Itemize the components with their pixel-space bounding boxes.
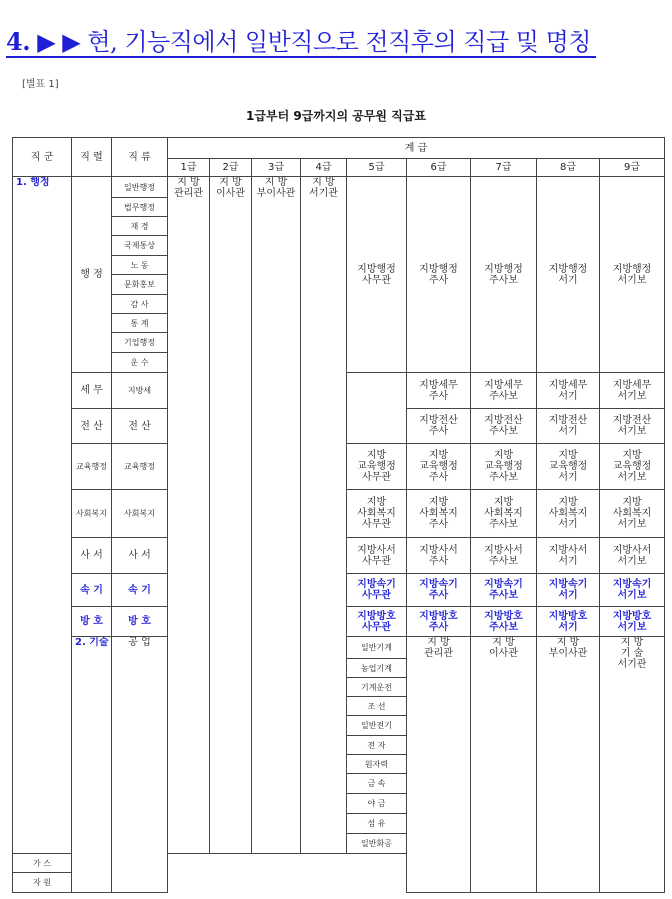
group-tech: 2. 기술 xyxy=(72,637,112,893)
heading-text: 현, 기능직에서 일반직으로 전직후의 직급 및 명칭 xyxy=(87,28,591,56)
title-welfare: 지방 사회복지 주사보 xyxy=(471,490,537,538)
title-admin: 지방행정 주사보 xyxy=(471,177,537,373)
table-row xyxy=(13,177,665,198)
title-steno: 지방속기 서기보 xyxy=(600,574,665,607)
grade-table xyxy=(12,137,665,893)
field-steno: 속 기 xyxy=(112,574,168,607)
field-welfare: 사회복지 xyxy=(112,490,168,538)
field-guard: 방 호 xyxy=(112,607,168,637)
play-arrows-icon: ▶ ▶ xyxy=(37,28,81,56)
header-grade-6: 6급 xyxy=(407,159,471,177)
title-upper-2: 지 방 이사관 xyxy=(210,177,252,854)
series-comp: 전 산 xyxy=(72,409,112,444)
header-grade-5: 5급 xyxy=(347,159,407,177)
field-industry: 금 속 xyxy=(347,774,407,794)
field-industry: 원자력 xyxy=(347,755,407,774)
header-grade-9: 9급 xyxy=(600,159,665,177)
field-admin: 기업행정 xyxy=(112,333,168,353)
title-upper-1: 지 방 관리관 xyxy=(168,177,210,854)
title-librarian: 지방사서 서기보 xyxy=(600,538,665,574)
field-industry: 기계운전 xyxy=(347,678,407,697)
title-admin: 지방행정 서기 xyxy=(537,177,600,373)
title-admin: 지방행정 서기보 xyxy=(600,177,665,373)
field-industry: 조 선 xyxy=(347,697,407,716)
empty-cell xyxy=(347,373,407,409)
title-comp: 지방전산 서기 xyxy=(537,409,600,444)
title-guard: 지방방호 주사보 xyxy=(471,607,537,637)
title-upper-tech-3: 지 방 부이사관 xyxy=(537,637,600,893)
title-upper-3: 지 방 부이사관 xyxy=(252,177,301,854)
field-industry: 일반화공 xyxy=(347,834,407,854)
title-admin: 지방행정 사무관 xyxy=(347,177,407,373)
series-industry: 공 업 xyxy=(112,637,168,893)
field-industry: 전 자 xyxy=(347,736,407,755)
title-librarian: 지방사서 주사 xyxy=(407,538,471,574)
field-admin: 법무행정 xyxy=(112,198,168,217)
title-upper-tech-2: 지 방 이사관 xyxy=(471,637,537,893)
title-steno: 지방속기 주사보 xyxy=(471,574,537,607)
header-grade-7: 7급 xyxy=(471,159,537,177)
title-edu: 지방 교육행정 서기보 xyxy=(600,444,665,490)
header-field: 직 류 xyxy=(112,138,168,177)
title-welfare: 지방 사회복지 주사 xyxy=(407,490,471,538)
series-edu: 교육행정 xyxy=(72,444,112,490)
header-group: 직 군 xyxy=(13,138,72,177)
title-comp: 지방전산 주사보 xyxy=(471,409,537,444)
header-grade-8: 8급 xyxy=(537,159,600,177)
header-grade: 계 급 xyxy=(168,138,665,159)
field-admin: 국제통상 xyxy=(112,236,168,256)
title-steno: 지방속기 서기 xyxy=(537,574,600,607)
series-welfare: 사회복지 xyxy=(72,490,112,538)
header-series: 직 렬 xyxy=(72,138,112,177)
title-welfare: 지방 사회복지 사무관 xyxy=(347,490,407,538)
heading-number: 4. xyxy=(6,27,31,56)
field-admin: 일반행정 xyxy=(112,177,168,198)
series-guard: 방 호 xyxy=(72,607,112,637)
title-edu: 지방 교육행정 주사보 xyxy=(471,444,537,490)
title-librarian: 지방사서 주사보 xyxy=(471,538,537,574)
title-comp: 지방전산 주사 xyxy=(407,409,471,444)
title-upper-tech-1: 지 방 관리관 xyxy=(407,637,471,893)
series-steno: 속 기 xyxy=(72,574,112,607)
group-admin: 1. 행정 xyxy=(13,177,72,854)
field-industry: 야 금 xyxy=(347,794,407,814)
field-industry: 섬 유 xyxy=(347,814,407,834)
table-row xyxy=(13,138,665,159)
title-welfare: 지방 사회복지 서기보 xyxy=(600,490,665,538)
series-librarian: 사 서 xyxy=(72,538,112,574)
title-upper-tech-4: 지 방 기 술 서기관 xyxy=(600,637,665,893)
annex-label: [별표 1] xyxy=(22,79,59,90)
field-admin: 통 계 xyxy=(112,314,168,333)
title-guard: 지방방호 사무관 xyxy=(347,607,407,637)
field-industry: 농업기계 xyxy=(347,659,407,678)
title-steno: 지방속기 주사 xyxy=(407,574,471,607)
empty-cell xyxy=(347,409,407,444)
series-tax: 세 무 xyxy=(72,373,112,409)
title-edu: 지방 교육행정 주사 xyxy=(407,444,471,490)
title-tax: 지방세무 주사 xyxy=(407,373,471,409)
section-heading xyxy=(6,22,596,60)
field-comp: 전 산 xyxy=(112,409,168,444)
title-tax: 지방세무 서기보 xyxy=(600,373,665,409)
field-admin: 노 동 xyxy=(112,256,168,275)
title-guard: 지방방호 서기보 xyxy=(600,607,665,637)
title-edu: 지방 교육행정 서기 xyxy=(537,444,600,490)
title-admin: 지방행정 주사 xyxy=(407,177,471,373)
title-librarian: 지방사서 서기 xyxy=(537,538,600,574)
field-industry: 일반기계 xyxy=(347,637,407,659)
field-industry: 가 스 xyxy=(13,854,72,873)
series-admin: 행 정 xyxy=(72,177,112,373)
table-title: 1급부터 9급까지의 공무원 직급표 xyxy=(246,109,426,123)
field-admin: 감 사 xyxy=(112,295,168,314)
field-industry: 일반전기 xyxy=(347,716,407,736)
field-admin: 문화홍보 xyxy=(112,275,168,295)
title-upper-4: 지 방 서기관 xyxy=(301,177,347,854)
title-edu: 지방 교육행정 사무관 xyxy=(347,444,407,490)
title-guard: 지방방호 서기 xyxy=(537,607,600,637)
title-tax: 지방세무 주사보 xyxy=(471,373,537,409)
field-edu: 교육행정 xyxy=(112,444,168,490)
field-industry: 자 원 xyxy=(13,873,72,893)
header-grade-1: 1급 xyxy=(168,159,210,177)
title-guard: 지방방호 주사 xyxy=(407,607,471,637)
title-comp: 지방전산 서기보 xyxy=(600,409,665,444)
header-grade-3: 3급 xyxy=(252,159,301,177)
title-welfare: 지방 사회복지 서기 xyxy=(537,490,600,538)
field-admin: 재 경 xyxy=(112,217,168,236)
title-tax: 지방세무 서기 xyxy=(537,373,600,409)
field-librarian: 사 서 xyxy=(112,538,168,574)
field-tax: 지방세 xyxy=(112,373,168,409)
title-steno: 지방속기 사무관 xyxy=(347,574,407,607)
title-librarian: 지방사서 사무관 xyxy=(347,538,407,574)
header-grade-2: 2급 xyxy=(210,159,252,177)
field-admin: 운 수 xyxy=(112,353,168,373)
header-grade-4: 4급 xyxy=(301,159,347,177)
